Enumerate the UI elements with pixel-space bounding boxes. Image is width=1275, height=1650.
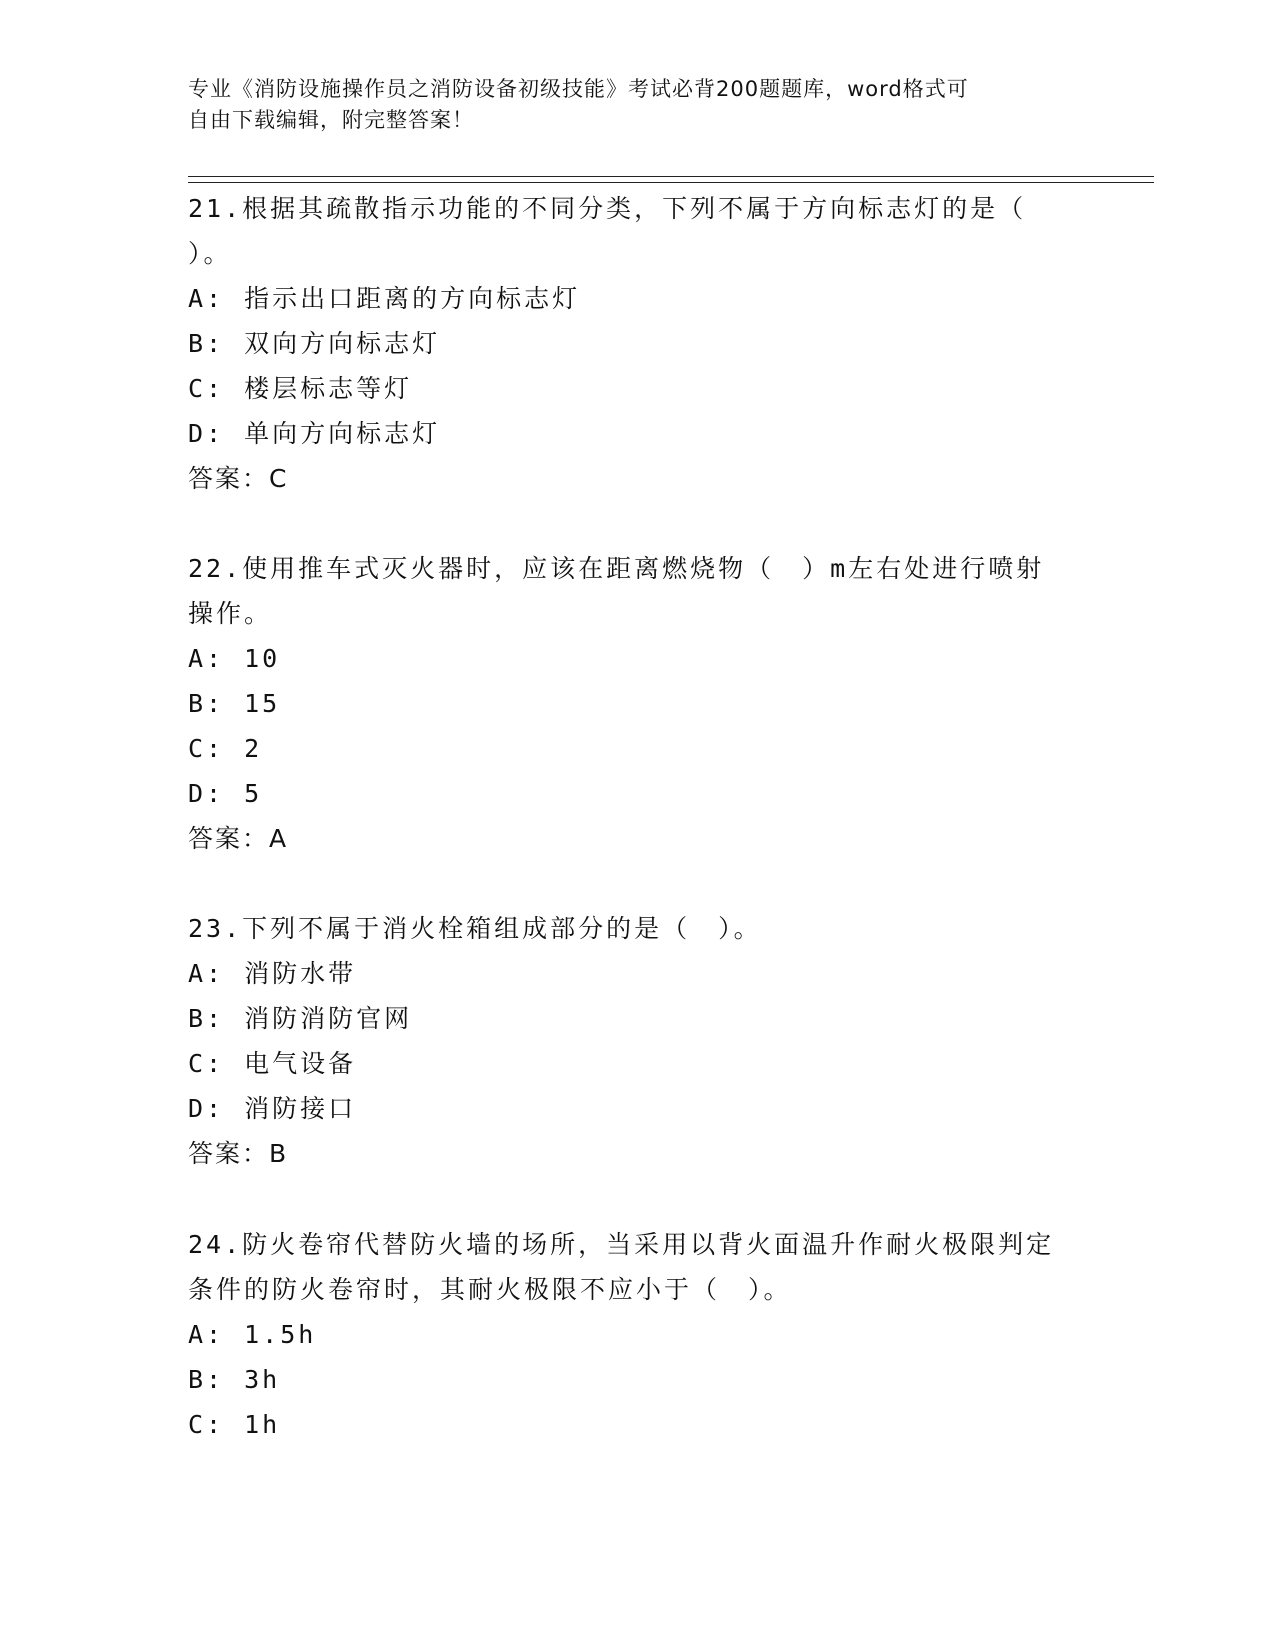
option-letter: C: [188, 1410, 225, 1439]
option-text: 1.5h [244, 1320, 317, 1349]
option-text: 消防消防官网 [244, 1004, 413, 1033]
header-divider-bottom [188, 182, 1154, 183]
option-letter: A: [188, 644, 225, 673]
option-c [188, 1041, 1088, 1086]
option-text: 消防接口 [244, 1094, 357, 1123]
option-letter: A: [188, 1320, 225, 1349]
option-text: 消防水带 [244, 959, 357, 988]
question-stem-line-2: ）。 [188, 239, 232, 268]
option-text: 1h [244, 1410, 281, 1439]
option-letter: D: [188, 419, 225, 448]
option-c [188, 366, 1088, 411]
question-21 [188, 186, 1088, 501]
option-a [188, 636, 1088, 681]
option-c [188, 1402, 1088, 1447]
option-letter: B: [188, 329, 225, 358]
option-c [188, 726, 1088, 771]
header-line-1: 专业《消防设施操作员之消防设备初级技能》考试必背200题题库，word格式可 [188, 77, 969, 101]
question-24 [188, 1222, 1088, 1447]
question-stem-line-2: 条件的防火卷帘时，其耐火极限不应小于（ ）。 [188, 1275, 792, 1304]
question-stem-line-1: 21.根据其疏散指示功能的不同分类，下列不属于方向标志灯的是（ [188, 194, 1027, 223]
option-letter: C: [188, 374, 225, 403]
document-header [188, 74, 1068, 136]
option-text: 指示出口距离的方向标志灯 [244, 284, 581, 313]
option-letter: D: [188, 779, 225, 808]
option-text: 电气设备 [244, 1049, 357, 1078]
option-letter: C: [188, 734, 225, 763]
option-a [188, 951, 1088, 996]
option-letter: A: [188, 959, 225, 988]
option-b [188, 321, 1088, 366]
question-stem-line-1: 24.防火卷帘代替防火墙的场所，当采用以背火面温升作耐火极限判定 [188, 1230, 1055, 1259]
question-stem-line-1: 23.下列不属于消火栓箱组成部分的是（ ）。 [188, 914, 762, 943]
answer-line: 答案：A [188, 824, 289, 853]
option-a [188, 1312, 1088, 1357]
option-d [188, 411, 1088, 456]
option-b [188, 1357, 1088, 1402]
option-b [188, 681, 1088, 726]
option-d [188, 771, 1088, 816]
option-letter: B: [188, 689, 225, 718]
option-letter: A: [188, 284, 225, 313]
option-letter: B: [188, 1365, 225, 1394]
option-text: 双向方向标志灯 [244, 329, 441, 358]
header-line-2: 自由下载编辑，附完整答案！ [188, 108, 474, 132]
option-text: 单向方向标志灯 [244, 419, 441, 448]
question-23 [188, 906, 1088, 1176]
option-letter: B: [188, 1004, 225, 1033]
option-text: 楼层标志等灯 [244, 374, 413, 403]
option-text: 5 [244, 779, 263, 808]
option-letter: C: [188, 1049, 225, 1078]
option-letter: D: [188, 1094, 225, 1123]
question-22 [188, 546, 1088, 861]
option-d [188, 1086, 1088, 1131]
header-divider-top [188, 176, 1154, 177]
option-a [188, 276, 1088, 321]
question-stem-line-1: 22.使用推车式灭火器时，应该在距离燃烧物（ ）m左右处进行喷射 [188, 554, 1045, 583]
option-text: 15 [244, 689, 281, 718]
option-text: 3h [244, 1365, 281, 1394]
option-text: 10 [244, 644, 281, 673]
option-text: 2 [244, 734, 263, 763]
answer-line: 答案：C [188, 464, 289, 493]
question-stem-line-2: 操作。 [188, 599, 273, 628]
answer-line: 答案：B [188, 1139, 289, 1168]
option-b [188, 996, 1088, 1041]
